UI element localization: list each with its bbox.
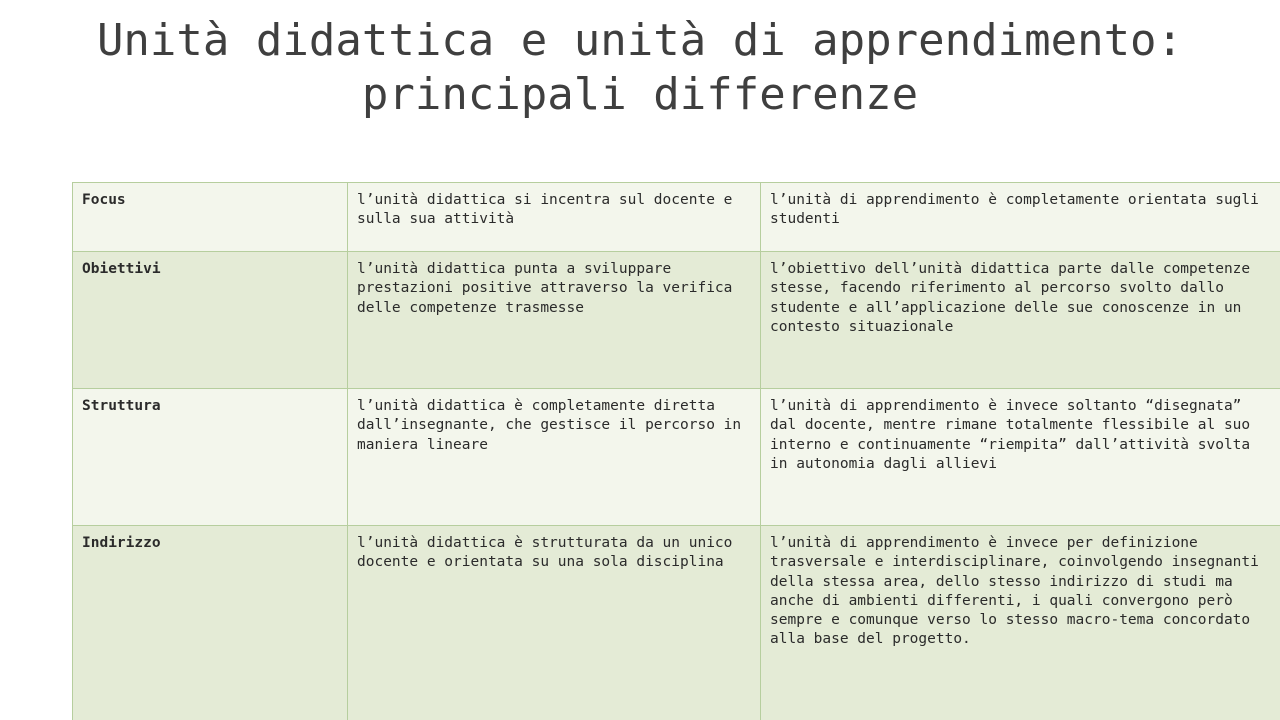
comparison-table — [72, 182, 1280, 720]
row-unita-apprendimento: l’obiettivo dell’unità didattica parte dalle competenze stesse, facendo riferimento al percorso svolto dallo studente e all’applicazione delle sue conoscenze in un contesto situazionale — [761, 252, 1280, 389]
comparison-table-container — [72, 182, 1259, 720]
row-unita-apprendimento: l’unità di apprendimento è invece per definizione trasversale e interdisciplinare, coinvolgendo insegnanti della stessa area, dello stesso indirizzo di studi ma anche di ambienti differenti, i quali convergono però sempre e comunque verso lo stesso macro-tema concordato alla base del progetto. — [761, 526, 1280, 720]
table-row — [73, 526, 1280, 720]
row-label: Focus — [73, 183, 348, 252]
table-row — [73, 183, 1280, 252]
row-label: Obiettivi — [73, 252, 348, 389]
row-unita-apprendimento: l’unità di apprendimento è completamente orientata sugli studenti — [761, 183, 1280, 252]
page-title: Unità didattica e unità di apprendimento: principali differenze — [96, 15, 1184, 120]
table-row — [73, 252, 1280, 389]
table-row — [73, 389, 1280, 526]
row-unita-didattica: l’unità didattica è completamente diretta dall’insegnante, che gestisce il percorso in maniera lineare — [348, 389, 761, 526]
row-unita-didattica: l’unità didattica punta a sviluppare prestazioni positive attraverso la verifica delle competenze trasmesse — [348, 252, 761, 389]
row-unita-didattica: l’unità didattica è strutturata da un unico docente e orientata su una sola disciplina — [348, 526, 761, 720]
row-unita-apprendimento: l’unità di apprendimento è invece soltanto “disegnata” dal docente, mentre rimane totalmente flessibile al suo interno e continuamente “riempita” dall’attività svolta in autonomia dagli allievi — [761, 389, 1280, 526]
row-unita-didattica: l’unità didattica si incentra sul docente e sulla sua attività — [348, 183, 761, 252]
row-label: Struttura — [73, 389, 348, 526]
row-label: Indirizzo — [73, 526, 348, 720]
